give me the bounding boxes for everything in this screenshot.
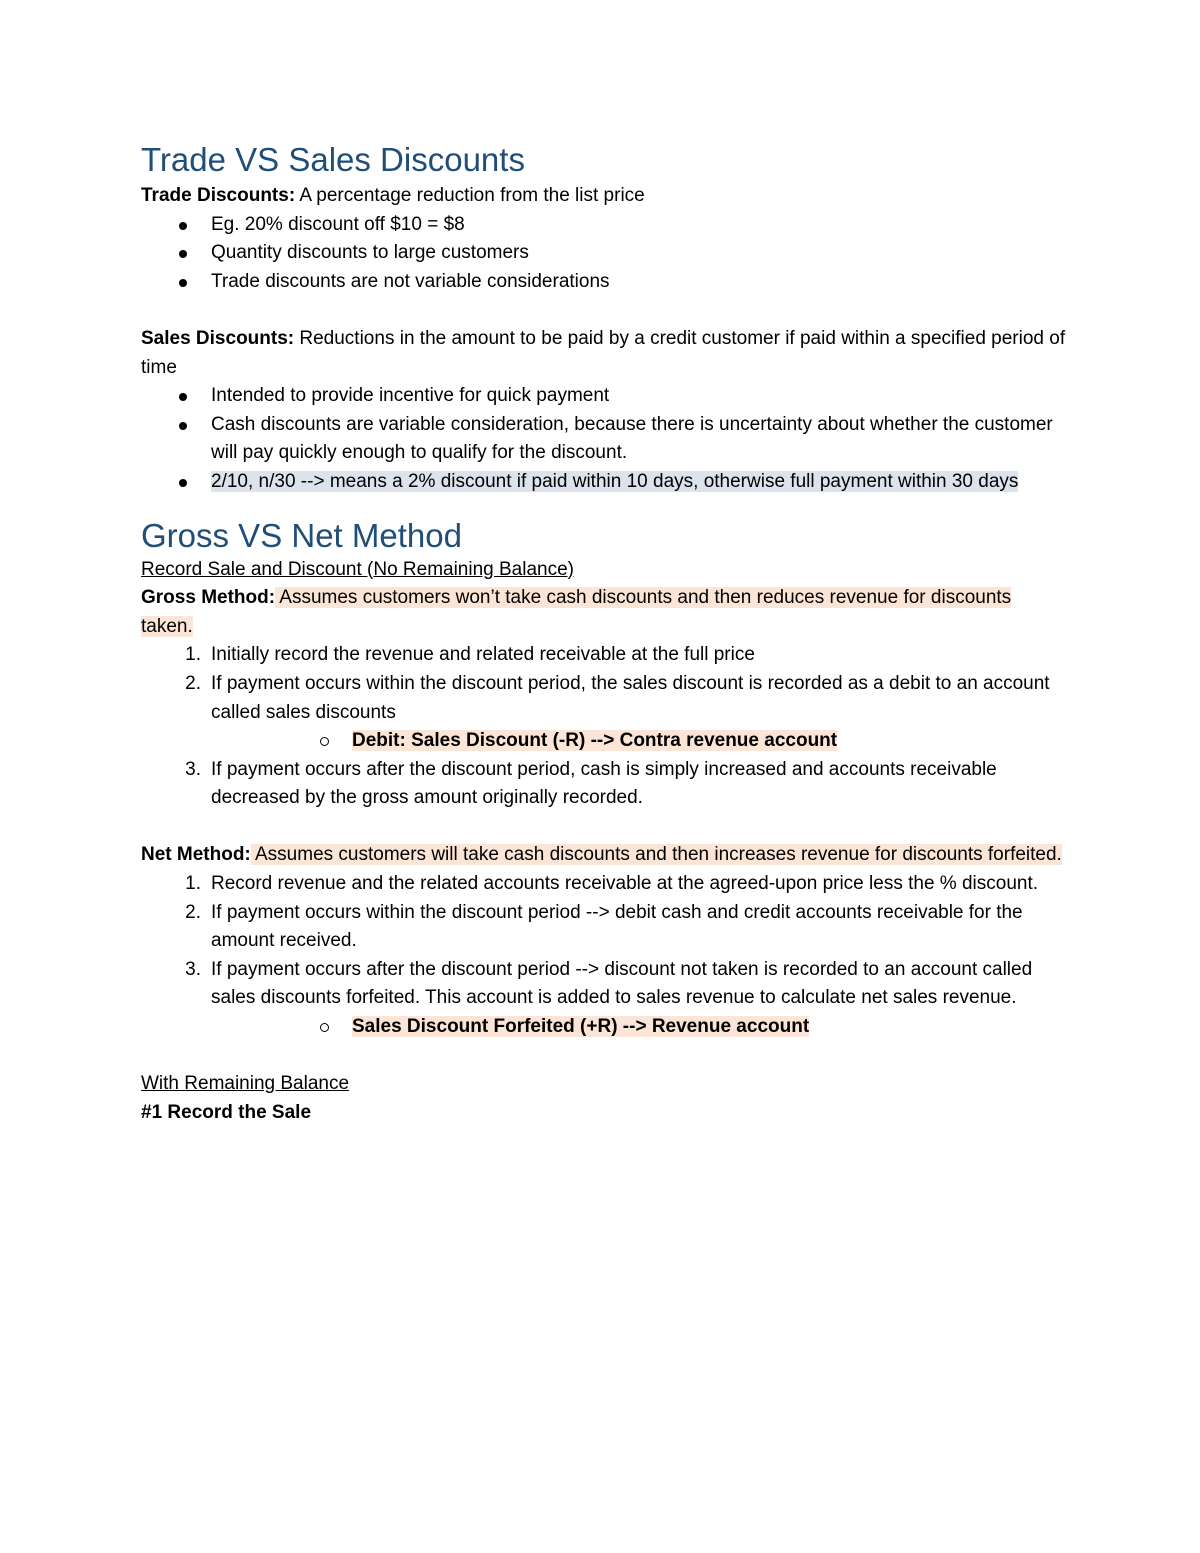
sales-discounts-label: Sales Discounts: <box>141 327 295 349</box>
gross-method-text: Assumes customers won’t take cash discounts and then reduces revenue for discounts taken. <box>141 587 1012 637</box>
trade-discounts-paragraph <box>141 182 1066 211</box>
list-number: 1. <box>185 873 201 895</box>
list-item: Quantity discounts to large customers <box>141 239 1066 268</box>
sub-list <box>211 727 1066 756</box>
gross-method-list <box>141 641 1066 813</box>
list-item-text: Record revenue and the related accounts receivable at the agreed-upon price less the % discount. <box>211 873 1039 895</box>
list-number: 3. <box>185 958 201 980</box>
list-number: 3. <box>185 758 201 780</box>
list-item <box>141 899 1066 956</box>
sub-list-item <box>211 727 1066 756</box>
list-item-text: If payment occurs within the discount period, the sales discount is recorded as a debit to an account called sales discounts <box>211 672 1050 723</box>
list-item-text: If payment occurs after the discount period, cash is simply increased and accounts receivable decreased by the gross amount originally recorded. <box>211 758 997 809</box>
trade-discounts-label: Trade Discounts: <box>141 185 296 206</box>
trade-discounts-list <box>141 211 1066 297</box>
spacer <box>141 296 1066 325</box>
sales-discounts-list <box>141 382 1066 496</box>
heading-trade-vs-sales: Trade VS Sales Discounts <box>141 141 525 178</box>
sales-discounts-text: Reductions in the amount to be paid by a credit customer if paid within a specified period of time <box>141 327 1066 378</box>
sales-discounts-paragraph <box>141 325 1066 382</box>
highlighted-text: 2/10, n/30 --> means a 2% discount if paid within 10 days, otherwise full payment within 30 days <box>211 470 1019 492</box>
step-record-sale-label: #1 Record the Sale <box>141 1101 312 1123</box>
heading-gross-vs-net: Gross VS Net Method <box>141 516 462 554</box>
subheading-with-remaining-balance: With Remaining Balance <box>141 1073 350 1095</box>
list-item-text: Initially record the revenue and related receivable at the full price <box>211 644 755 666</box>
gross-method-label: Gross Method: <box>141 587 276 609</box>
list-item: Trade discounts are not variable considerations <box>141 268 1066 297</box>
list-item-highlighted <box>141 468 1066 497</box>
debit-sales-discount-note: Debit: Sales Discount (-R) --> Contra revenue account <box>352 730 838 752</box>
sales-discount-forfeited-note: Sales Discount Forfeited (+R) --> Revenue account <box>352 1016 810 1038</box>
list-number: 2. <box>185 901 201 923</box>
list-number: 2. <box>185 672 201 694</box>
document-page <box>141 140 1066 1127</box>
spacer <box>141 813 1066 842</box>
list-item <box>141 956 1066 1042</box>
list-number: 1. <box>185 644 201 666</box>
list-item: Cash discounts are variable consideration, because there is uncertainty about whether the customer will pay quickly enough to qualify for the discount. <box>141 411 1066 468</box>
sub-list-item <box>211 1013 1066 1042</box>
list-item-text: If payment occurs within the discount period --> debit cash and credit accounts receivable for the amount received. <box>211 901 1023 952</box>
list-item: Intended to provide incentive for quick payment <box>141 382 1066 411</box>
net-method-paragraph <box>141 841 1066 870</box>
list-item: Eg. 20% discount off $10 = $8 <box>141 211 1066 240</box>
step-record-sale <box>141 1099 1066 1128</box>
net-method-list <box>141 870 1066 1042</box>
list-item <box>141 641 1066 670</box>
trade-discounts-text: A percentage reduction from the list price <box>295 185 645 206</box>
list-item <box>141 870 1066 899</box>
net-method-text: Assumes customers will take cash discounts and then increases revenue for discounts forfeited. <box>250 844 1062 866</box>
list-item <box>141 670 1066 756</box>
sub-list <box>211 1013 1066 1042</box>
list-item-text: If payment occurs after the discount period --> discount not taken is recorded to an account called sales discounts forfeited. This account is added to sales revenue to calculate net sales revenue. <box>211 958 1033 1009</box>
list-item <box>141 756 1066 813</box>
gross-method-paragraph <box>141 584 1066 641</box>
subheading-no-remaining-balance: Record Sale and Discount (No Remaining Balance) <box>141 558 575 580</box>
spacer <box>141 1042 1066 1071</box>
net-method-label: Net Method: <box>141 844 251 866</box>
